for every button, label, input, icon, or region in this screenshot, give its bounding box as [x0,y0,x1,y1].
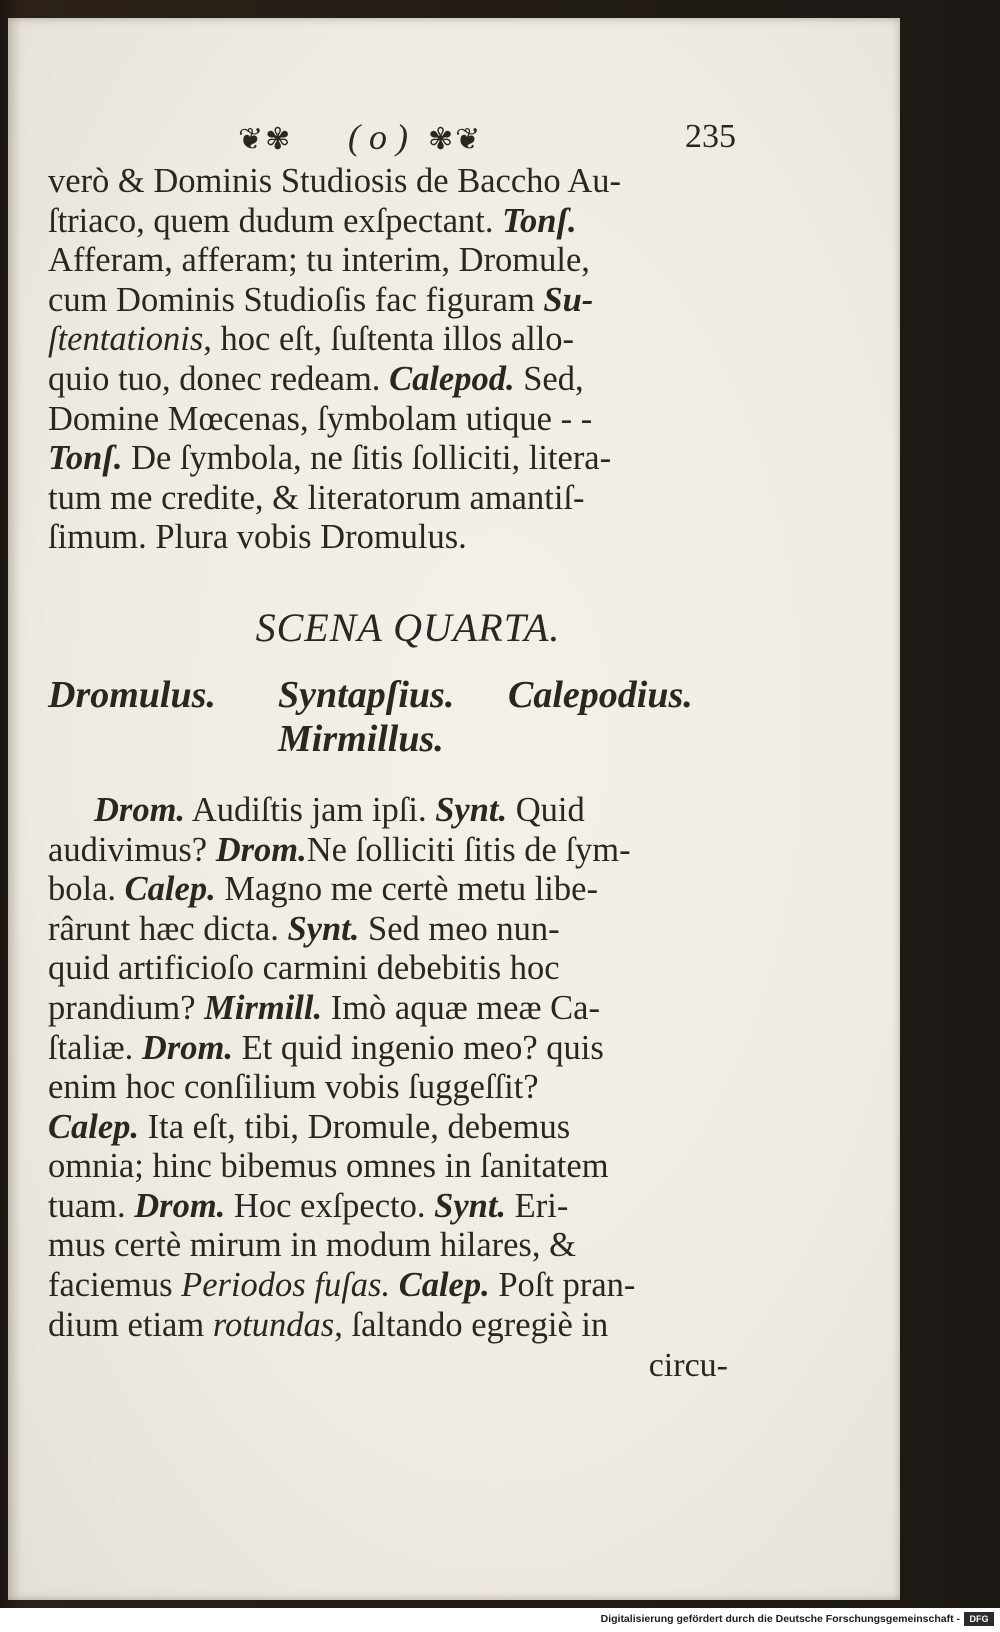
page-content [48,116,736,1385]
speaker-label: Calepod. [389,359,515,398]
ornament-right-icon: ✾❦ [428,123,483,156]
speaker-label: Calep. [124,870,216,909]
paragraph-1 [48,162,728,558]
text-segment: rârunt hæc dicta. [48,909,288,948]
footer-bar [0,1608,1000,1632]
catchword: circu- [648,1347,728,1385]
text-line [48,1068,728,1108]
person-calepodius: Calepodius. [508,673,693,716]
text-segment: Ne ſolliciti ſitis de ſym- [306,830,631,869]
text-segment: Periodos fuſas. [181,1266,391,1305]
text-segment: quid artificioſo carmini debebitis hoc [48,949,560,988]
dfg-logo-icon: DFG [964,1612,994,1626]
text-line [48,281,728,321]
text-line [48,791,728,831]
text-line [48,1108,728,1148]
text-segment: prandium? [48,988,205,1027]
footer-credit: Digitalisierung gefördert durch die Deutsche Forschungsgemeinschaft - [600,1613,960,1625]
speaker-label: Su- [543,280,594,319]
text-segment: ſtriaco, quem dudum exſpectant. [48,201,503,240]
text-line [48,202,728,242]
ornament-left-icon: ❦✾ [238,123,293,156]
person-dromulus: Dromulus. [48,673,216,716]
speaker-label: Synt. [287,909,360,948]
speaker-label: Tonſ. [48,439,123,478]
text-segment: tuam. [48,1186,135,1225]
text-segment: mus certè mirum in modum hilares, & [48,1226,576,1265]
speaker-label: Mirmill. [204,988,323,1027]
text-segment: dium etiam [48,1305,213,1344]
text-line [48,1226,728,1266]
text-segment: Domine Mœcenas, ſymbolam utique - - [48,399,593,438]
text-segment: tum me credite, & literatorum amantiſ- [48,478,585,517]
text-segment: Afferam, afferam; tu interim, Dromule, [48,241,590,280]
text-line [48,400,728,440]
text-segment: Sed meo nun- [359,909,560,948]
dramatis-personae [48,673,728,763]
text-segment: , ſaltando egregiè in [334,1305,609,1344]
text-segment: Magno me certè metu libe- [215,870,598,909]
speaker-label: Calep. [48,1107,140,1146]
text-segment: Eri- [506,1186,569,1225]
text-segment: Audiſtis jam ipſi. [185,790,436,829]
speaker-label: Drom. [141,1028,233,1067]
page-number: 235 [685,118,736,155]
text-segment: De ſymbola, ne ſitis ſolliciti, litera- [122,439,612,478]
text-line [48,479,728,519]
text-line [48,910,728,950]
speaker-label: Drom. [134,1186,226,1225]
text-line [48,241,728,281]
text-line [48,1029,728,1069]
text-line [48,870,728,910]
text-segment: cum Dominis Studioſis fac figuram [48,280,544,319]
text-line [48,1266,728,1306]
text-segment: Et quid ingenio meo? quis [232,1028,604,1067]
text-segment: faciemus [48,1266,182,1305]
text-segment: ſtaliæ. [48,1028,142,1067]
text-segment: Imò aquæ meæ Ca- [322,988,600,1027]
text-line [48,320,728,360]
text-line [48,439,728,479]
text-line [48,162,728,202]
text-segment: enim hoc conſilium vobis ſuggeſſit? [48,1068,539,1107]
book-page [8,18,900,1600]
speaker-label: Drom. [215,830,307,869]
speaker-label: Drom. [94,790,186,829]
text-line [48,1147,728,1187]
signature-mark: ( o ) [348,117,408,157]
text-segment: audivimus? [48,830,216,869]
speaker-label: Synt. [435,790,508,829]
text-segment: omnia; hinc bibemus omnes in ſanitatem [48,1147,609,1186]
text-segment: Ita eſt, tibi, Dromule, debemus [139,1107,571,1146]
text-line [48,1306,728,1346]
text-segment: ſtentationis [48,320,204,359]
text-segment: Hoc exſpecto. [225,1186,435,1225]
paragraph-2 [48,791,728,1345]
speaker-label: Tonſ. [502,201,577,240]
page-header [48,116,736,162]
text-segment: ſimum. Plura vobis Dromulus. [48,518,467,557]
text-line [48,1187,728,1227]
text-segment: bola. [48,870,125,909]
person-mirmillus: Mirmillus. [278,717,444,760]
text-line [48,949,728,989]
text-line [48,831,728,871]
scene-title: SCENA QUARTA. [255,604,561,650]
text-segment: Quid [507,790,585,829]
speaker-label: Synt. [434,1186,507,1225]
text-line [48,518,728,558]
text-line [48,989,728,1029]
text-segment [390,1266,399,1304]
text-line [48,360,728,400]
text-segment: , hoc eſt, ſuſtenta illos allo- [203,320,575,359]
speaker-label: Calep. [398,1266,490,1305]
text-segment: Sed, [514,359,584,398]
text-segment: rotundas [212,1305,335,1344]
text-segment: Poſt pran- [489,1266,636,1305]
text-segment: verò & Dominis Studiosis de Baccho Au- [48,162,622,200]
person-syntapsius: Syntapſius. [278,673,455,716]
text-segment: quio tuo, donec redeam. [48,359,390,398]
